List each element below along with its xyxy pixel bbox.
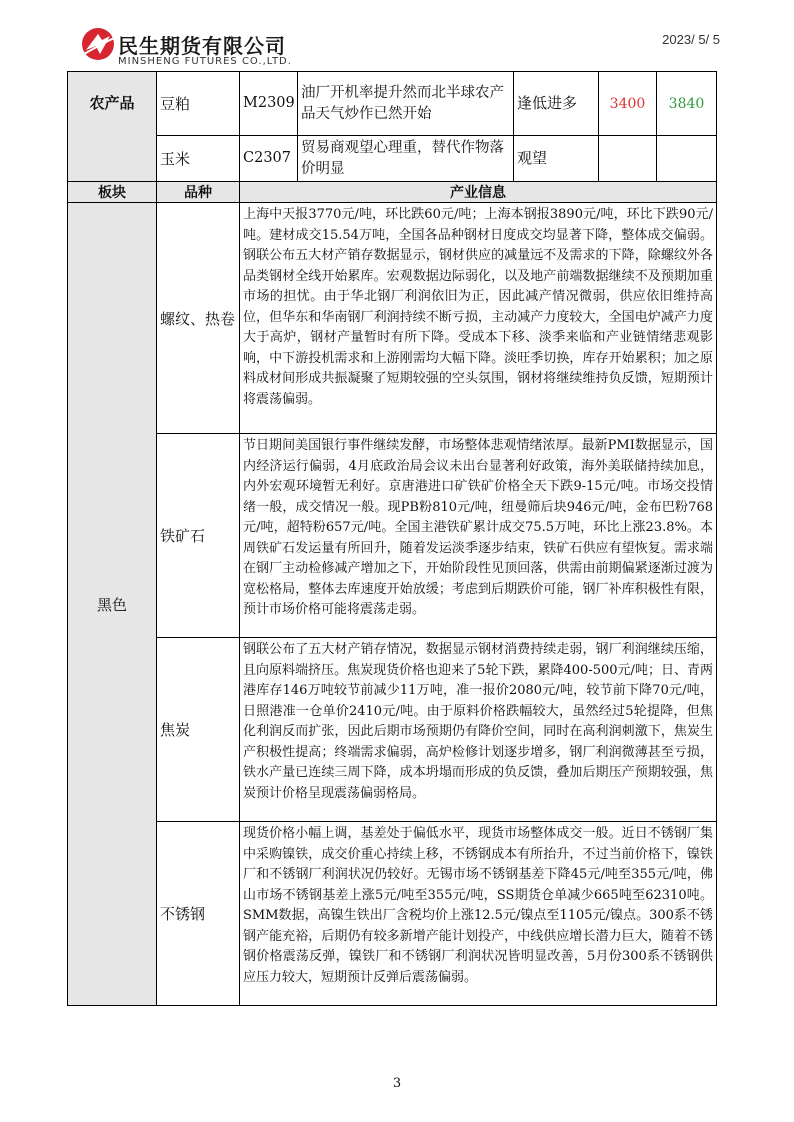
company-name-cn: 民生期货有限公司: [118, 34, 286, 58]
industry-info: 贸易商观望心理重，替代作物落价明显: [298, 136, 514, 182]
variety-name: 焦炭: [157, 638, 240, 822]
industry-info: 油厂开机率提升然而北半球农产品天气炒作已然开始: [298, 72, 514, 136]
strategy: 观望: [514, 136, 599, 182]
agri-row: [68, 72, 717, 136]
price-low: 3400: [599, 72, 657, 136]
variety-name: 不锈钢: [157, 822, 240, 1006]
header-sector: 板块: [68, 182, 157, 203]
agri-section-label: 农产品: [68, 72, 157, 182]
table-header-row: [68, 182, 717, 203]
price-high: 3840: [657, 72, 717, 136]
header-info: 产业信息: [240, 182, 717, 203]
black-row: [68, 822, 717, 1006]
industry-info: 现货价格小幅上调，基差处于偏低水平，现货市场整体成交一般。近日不锈钢厂集中采购镍铁，成交价重心持续上移，不锈钢成本有所抬升，不过当前价格下，镍铁厂和不锈钢厂利润状况仍较好。无锡市场不锈钢基差下降45元/吨至355元/吨，佛山市场不锈钢基差上涨5元/吨至355元/吨，SS期货仓单减少665吨至62310吨。SMM数据，高镍生铁出厂含税均价上涨12.5元/镍点至1105元/镍点。300系不锈钢产能充裕，后期仍有较多新增产能计划投产，中线供应增长潜力巨大，随着不锈钢价格震荡反弹，镍铁厂和不锈钢厂利润状况皆明显改善，5月份300系不锈钢供应压力较大，短期预计反弹后震荡偏弱。: [240, 822, 717, 1006]
report-date: 2023/ 5/ 5: [662, 32, 720, 47]
black-section-label: 黑色: [68, 203, 157, 1006]
black-row: [68, 203, 717, 434]
variety-name: 螺纹、热卷: [157, 203, 240, 434]
strategy-table: [67, 71, 717, 1006]
price-high: [657, 136, 717, 182]
minsheng-logo-icon: [80, 26, 116, 62]
page-header: [80, 22, 720, 70]
industry-info: 节日期间美国银行事件继续发酵，市场整体悲观情绪浓厚。最新PMI数据显示，国内经济运行偏弱，4月底政治局会议未出台显著利好政策，海外美联储持续加息，内外宏观环境暂无利好。京唐港进口矿铁矿价格全天下跌9-15元/吨。市场交投情绪一般，成交情况一般。现PB粉810元/吨，纽曼筛后块946元/吨，金布巴粉768元/吨，超特粉657元/吨。全国主港铁矿累计成交75.5万吨，环比上涨23.8%。本周铁矿石发运量有所回升，随着发运淡季逐步结束，铁矿石供应有望恢复。需求端在钢厂主动检修减产增加之下，开始阶段性见顶回落，供需由前期偏紧逐渐过渡为宽松格局，整体去库速度开始放缓；考虑到后期跌价可能，钢厂补库积极性有限，预计市场价格可能将震荡走弱。: [240, 434, 717, 638]
black-row: [68, 638, 717, 822]
variety-name: 玉米: [157, 136, 240, 182]
industry-info: 钢联公布了五大材产销存情况，数据显示钢材消费持续走弱，钢厂利润继续压缩，且向原料端挤压。焦炭现货价格也迎来了5轮下跌，累降400-500元/吨；日、青两港库存146万吨较节前减少11万吨，准一报价2080元/吨，较节前下降70元/吨，日照港准一仓单价2410元/吨。由于原料价格跌幅较大，虽然经过5轮提降，但焦化利润反而扩张，因此后期市场预期仍有降价空间，同时在高利润刺激下，焦炭生产积极性提高；终端需求偏弱，高炉检修计划逐步增多，钢厂利润微薄甚至亏损，铁水产量已连续三周下降，成本坍塌而形成的负反馈，叠加后期压产预期较强，焦炭预计价格呈现震荡偏弱格局。: [240, 638, 717, 822]
variety-name: 铁矿石: [157, 434, 240, 638]
industry-info: 上海中天报3770元/吨，环比跌60元/吨；上海本钢报3890元/吨，环比下跌90元/吨。建材成交15.54万吨，全国各品种钢材日度成交均显著下降，整体成交偏弱。钢联公布五大材产销存数据显示，钢材供应的减量远不及需求的下降，除螺纹外各品类钢材全线开始累库。宏观数据边际弱化，以及地产前端数据继续不及预期加重市场的担忧。由于华北钢厂利润依旧为正，因此减产情况微弱，供应依旧维持高位，但华东和华南钢厂利润持续不断亏损，主动减产力度较大，全国电炉减产力度大于高炉，钢材产量暂时有所下降。受成本下移、淡季来临和产业链情绪悲观影响，中下游投机需求和上游刚需均大幅下降。淡旺季切换，库存开始累积；加之原料成材间形成共振凝聚了短期较强的空头氛围，钢材将继续维持负反馈，短期预计将震荡偏弱。: [240, 203, 717, 434]
company-logo: [80, 26, 390, 70]
strategy: 逢低进多: [514, 72, 599, 136]
page-number: 3: [392, 1076, 402, 1091]
contract-code: M2309: [240, 72, 298, 136]
variety-name: 豆粕: [157, 72, 240, 136]
header-variety: 品种: [157, 182, 240, 203]
agri-row: [68, 136, 717, 182]
black-row: [68, 434, 717, 638]
company-name-en: MINSHENG FUTURES CO.,LTD.: [118, 56, 292, 67]
contract-code: C2307: [240, 136, 298, 182]
price-low: [599, 136, 657, 182]
